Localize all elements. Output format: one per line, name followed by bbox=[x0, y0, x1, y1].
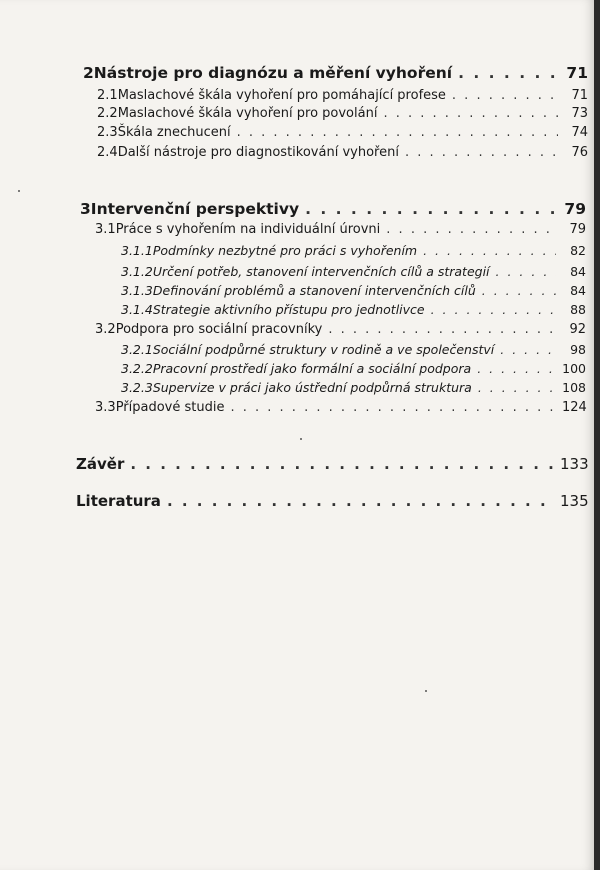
leader-dots bbox=[500, 342, 556, 357]
toc-subsection-3-1-3 bbox=[121, 283, 586, 298]
leader-dots bbox=[452, 88, 558, 103]
leader-dots bbox=[167, 492, 554, 510]
subsection-number: 3.2.3 bbox=[121, 380, 153, 395]
leader-dots bbox=[477, 361, 556, 376]
subsection-title: Sociální podpůrné struktury v rodině a ve společenství bbox=[152, 342, 495, 357]
paper-speck bbox=[425, 690, 427, 692]
section-title: Podpora pro sociální pracovníky bbox=[115, 322, 323, 337]
subsection-number: 3.1.3 bbox=[121, 283, 153, 298]
toc-section-2-2 bbox=[97, 106, 588, 121]
page-number: 92 bbox=[569, 322, 586, 337]
section-number: 3.2 bbox=[95, 322, 116, 337]
toc-section-2-1 bbox=[97, 88, 588, 103]
toc-subsection-3-2-1 bbox=[121, 342, 586, 357]
page-number: 73 bbox=[571, 106, 588, 121]
page-number: 133 bbox=[560, 455, 589, 473]
toc-subsection-3-1-2 bbox=[121, 264, 586, 279]
leader-dots bbox=[230, 400, 556, 415]
toc-section-2-3 bbox=[97, 125, 588, 140]
page-number: 82 bbox=[570, 243, 586, 258]
leader-dots bbox=[431, 302, 556, 317]
toc-section-3-2 bbox=[95, 322, 586, 337]
subsection-number: 3.1.1 bbox=[121, 243, 153, 258]
subsection-title: Pracovní prostředí jako formální a sociální podpora bbox=[152, 361, 472, 376]
subsection-title: Supervize v práci jako ústřední podpůrná struktura bbox=[152, 380, 472, 395]
leader-dots bbox=[383, 106, 558, 121]
page-number: 88 bbox=[570, 302, 586, 317]
leader-dots bbox=[482, 283, 556, 298]
page-number: 71 bbox=[571, 88, 588, 103]
toc-subsection-3-1-1 bbox=[121, 243, 586, 258]
subsection-number: 3.1.4 bbox=[121, 302, 153, 317]
subsection-title: Podmínky nezbytné pro práci s vyhořením bbox=[152, 243, 418, 258]
chapter-number: 2 bbox=[83, 64, 94, 82]
leader-dots bbox=[237, 125, 558, 140]
leader-dots bbox=[386, 222, 556, 237]
section-title: Maslachové škála vyhoření pro pomáhající profese bbox=[117, 88, 446, 103]
page-number: 76 bbox=[571, 145, 588, 160]
heading-title: Závěr bbox=[76, 455, 125, 473]
toc-zaver bbox=[76, 455, 589, 473]
leader-dots bbox=[496, 264, 556, 279]
page-number: 84 bbox=[570, 283, 586, 298]
page-number: 79 bbox=[564, 200, 586, 218]
leader-dots bbox=[130, 455, 554, 473]
toc-section-3-1 bbox=[95, 222, 586, 237]
paper-speck bbox=[18, 190, 20, 192]
page-number: 124 bbox=[562, 400, 587, 415]
section-number: 2.1 bbox=[97, 88, 118, 103]
subsection-title: Definování problémů a stanovení intervenčních cílů bbox=[152, 283, 476, 298]
section-title: Práce s vyhořením na individuální úrovni bbox=[115, 222, 381, 237]
page-number: 74 bbox=[571, 125, 588, 140]
section-number: 3.1 bbox=[95, 222, 116, 237]
toc-chapter-3 bbox=[80, 200, 586, 218]
leader-dots bbox=[423, 243, 556, 258]
leader-dots bbox=[478, 380, 556, 395]
toc-literatura bbox=[76, 492, 589, 510]
subsection-title: Určení potřeb, stanovení intervenčních cílů a strategií bbox=[152, 264, 490, 279]
page-number: 84 bbox=[570, 264, 586, 279]
chapter-title: Nástroje pro diagnózu a měření vyhoření bbox=[93, 64, 453, 82]
toc-subsection-3-2-2 bbox=[121, 361, 586, 376]
page-number: 79 bbox=[569, 222, 586, 237]
paper-speck bbox=[300, 438, 302, 440]
page-number: 98 bbox=[570, 342, 586, 357]
section-number: 3.3 bbox=[95, 400, 116, 415]
toc-section-2-4 bbox=[97, 145, 588, 160]
subsection-number: 3.1.2 bbox=[121, 264, 153, 279]
subsection-number: 3.2.1 bbox=[121, 342, 153, 357]
page-number: 100 bbox=[562, 361, 586, 376]
leader-dots bbox=[305, 200, 556, 218]
subsection-number: 3.2.2 bbox=[121, 361, 153, 376]
section-number: 2.3 bbox=[97, 125, 118, 140]
chapter-number: 3 bbox=[80, 200, 91, 218]
leader-dots bbox=[328, 322, 556, 337]
heading-title: Literatura bbox=[76, 492, 161, 510]
toc-subsection-3-1-4 bbox=[121, 302, 586, 317]
toc-chapter-2 bbox=[83, 64, 588, 82]
section-title: Maslachové škála vyhoření pro povolání bbox=[117, 106, 378, 121]
page-number: 135 bbox=[560, 492, 589, 510]
chapter-title: Intervenční perspektivy bbox=[90, 200, 300, 218]
section-number: 2.4 bbox=[97, 145, 118, 160]
section-title: Případové studie bbox=[115, 400, 225, 415]
toc-section-3-3 bbox=[95, 400, 586, 415]
section-title: Škála znechucení bbox=[117, 125, 231, 140]
leader-dots bbox=[405, 145, 558, 160]
section-title: Další nástroje pro diagnostikování vyhoření bbox=[117, 145, 399, 160]
page-number: 71 bbox=[566, 64, 588, 82]
section-number: 2.2 bbox=[97, 106, 118, 121]
page-number: 108 bbox=[562, 380, 586, 395]
toc-subsection-3-2-3 bbox=[121, 380, 586, 395]
leader-dots bbox=[458, 64, 558, 82]
subsection-title: Strategie aktivního přístupu pro jednotlivce bbox=[152, 302, 425, 317]
